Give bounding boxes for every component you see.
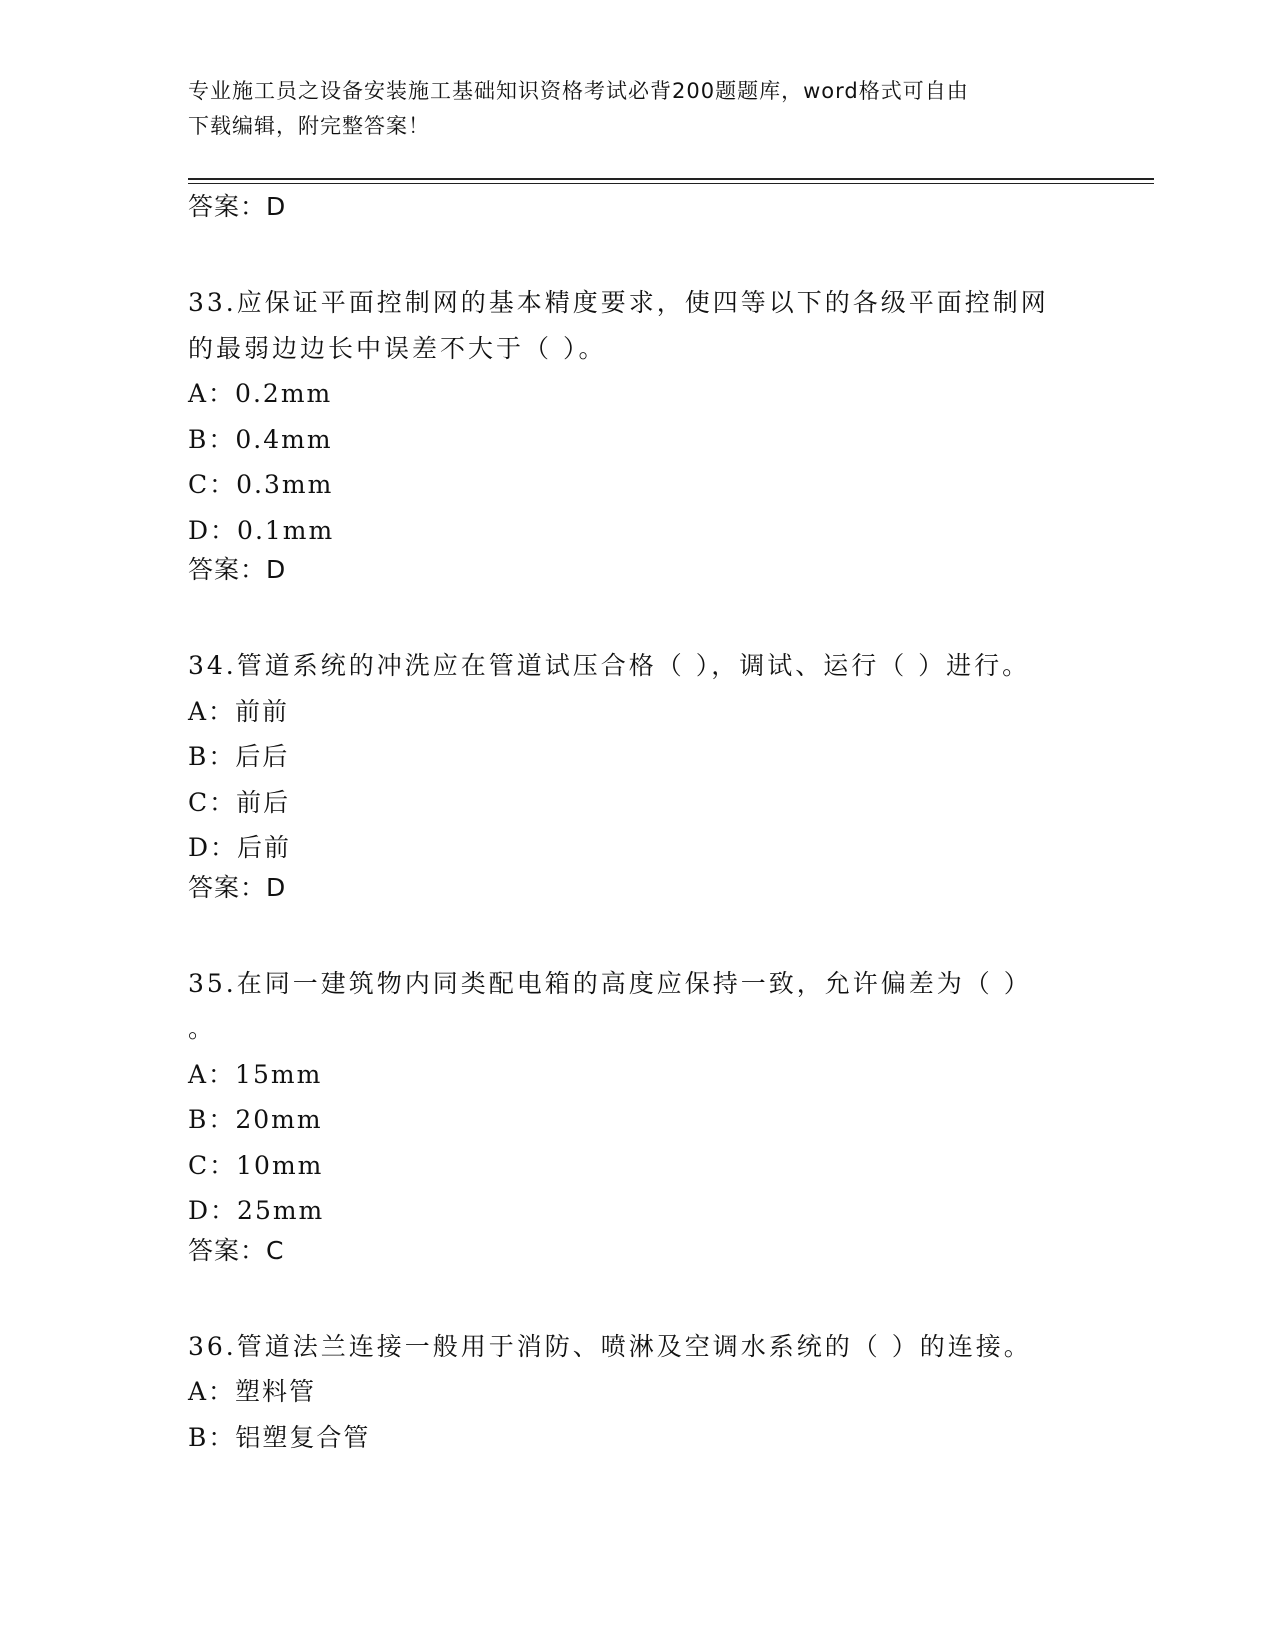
option-c: C：0.3mm <box>188 470 334 499</box>
question-block-34 <box>188 643 1088 916</box>
question-text: 34.管道系统的冲洗应在管道试压合格（ ），调试、运行（ ）进行。 <box>188 651 1031 680</box>
header-line-2: 下载编辑，附完整答案！ <box>188 114 430 138</box>
spacer <box>188 235 1088 280</box>
option-b: B：0.4mm <box>188 424 333 454</box>
option-c: C：前后 <box>188 787 291 817</box>
option-b: B：铝塑复合管 <box>188 1422 371 1452</box>
question-block-35 <box>188 961 1088 1279</box>
question-list <box>188 190 1088 1460</box>
header-divider-thin <box>188 183 1154 184</box>
spacer <box>188 598 1088 643</box>
answer-line: 答案：C <box>188 1235 285 1265</box>
answer-line: 答案：D <box>188 555 287 584</box>
option-d: D：后前 <box>188 833 292 862</box>
option-b: B：20mm <box>188 1105 323 1134</box>
answer-line: 答案：D <box>188 192 287 221</box>
option-b: B：后后 <box>188 742 290 771</box>
option-d: D：0.1mm <box>188 515 335 545</box>
option-a: A：15mm <box>188 1059 323 1089</box>
option-d: D：25mm <box>188 1196 325 1225</box>
answer-line: 答案：D <box>188 872 287 902</box>
header-divider-thick <box>188 178 1154 180</box>
question-text: 。 <box>188 1014 217 1043</box>
document-header <box>188 74 1088 144</box>
spacer <box>188 916 1088 961</box>
question-text: 35.在同一建筑物内同类配电箱的高度应保持一致，允许偏差为（ ） <box>188 968 1032 998</box>
spacer <box>188 1279 1088 1324</box>
question-text: 33.应保证平面控制网的基本精度要求，使四等以下的各级平面控制网 <box>188 288 1049 317</box>
question-block-36 <box>188 1324 1088 1461</box>
question-text: 36.管道法兰连接一般用于消防、喷淋及空调水系统的（ ）的连接。 <box>188 1331 1032 1361</box>
question-text: 的最弱边边长中误差不大于（ ）。 <box>188 333 607 363</box>
option-c: C：10mm <box>188 1150 324 1180</box>
header-line-1: 专业施工员之设备安装施工基础知识资格考试必背200题题库，word格式可自由 <box>188 79 969 103</box>
question-block-33 <box>188 280 1088 598</box>
option-a: A：0.2mm <box>188 379 333 408</box>
option-a: A：塑料管 <box>188 1377 317 1406</box>
option-a: A：前前 <box>188 696 290 726</box>
